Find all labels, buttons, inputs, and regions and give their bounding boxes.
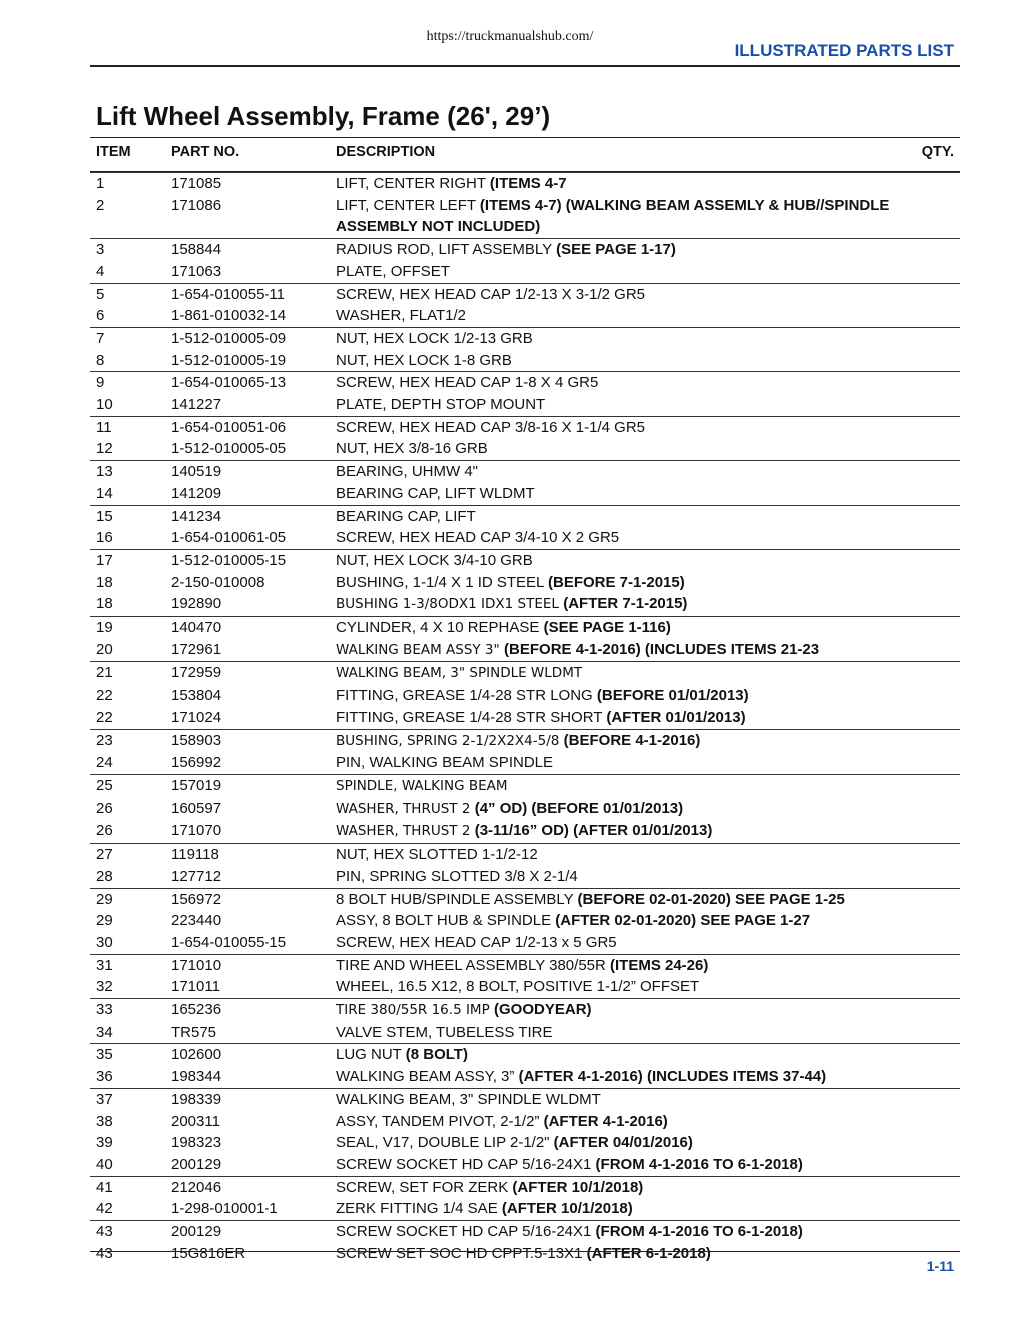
table-row	[90, 195, 960, 238]
description-text: BEARING CAP, LIFT	[336, 507, 476, 525]
table-row	[90, 820, 960, 843]
description-note: (8 BOLT)	[405, 1046, 468, 1064]
description-text: WASHER, FLAT1/2	[336, 307, 467, 325]
part-description	[336, 889, 936, 911]
table-row	[90, 1111, 960, 1133]
table-top-rule	[90, 137, 960, 138]
description-text: PIN, SPRING SLOTTED 3/8 X 2-1/4	[336, 867, 578, 885]
description-note: (FROM 4-1-2016 TO 6-1-2018)	[595, 1223, 803, 1241]
part-number: 119118	[171, 846, 219, 864]
description-text: TIRE AND WHEEL ASSEMBLY 380/55R	[336, 956, 610, 974]
item-number: 3	[96, 241, 105, 259]
item-number: 41	[96, 1178, 113, 1196]
part-number: 172959	[171, 664, 222, 682]
description-text: SEAL, V17, DOUBLE LIP 2-1/2"	[336, 1134, 554, 1152]
table-row	[90, 685, 960, 707]
part-number: 1-512-010005-15	[171, 551, 287, 569]
item-number: 40	[96, 1155, 113, 1173]
part-description	[336, 506, 936, 528]
item-number: 33	[96, 1001, 113, 1019]
part-description	[336, 593, 936, 616]
table-row	[90, 976, 960, 998]
part-number: 1-512-010005-19	[171, 351, 287, 369]
part-number: 1-512-010005-09	[171, 329, 287, 347]
description-text: ASSY, TANDEM PIVOT, 2-1/2”	[336, 1112, 544, 1130]
description-text: FITTING, GREASE 1/4-28 STR SHORT	[336, 708, 607, 726]
table-row	[90, 616, 960, 639]
item-number: 18	[96, 595, 113, 613]
item-number: 35	[96, 1046, 113, 1064]
item-number: 26	[96, 799, 113, 817]
part-number: 1-654-010055-11	[171, 285, 285, 303]
item-number: 6	[96, 307, 105, 325]
description-note: (4” OD) (BEFORE 01/01/2013)	[474, 799, 684, 817]
item-number: 2	[96, 196, 105, 214]
part-number: 140519	[171, 463, 222, 481]
description-text: NUT, HEX LOCK 3/4-10 GRB	[336, 551, 533, 569]
description-text: CYLINDER, 4 X 10 REPHASE	[336, 619, 544, 637]
description-note: (AFTER 6-1-2018)	[586, 1244, 711, 1262]
part-description	[336, 1111, 936, 1133]
item-number: 24	[96, 754, 113, 772]
description-text: 8 BOLT HUB/SPINDLE ASSEMBLY	[336, 890, 578, 908]
description-text: SCREW, HEX HEAD CAP 1/2-13 X 3-1/2 GR5	[336, 285, 646, 303]
description-note: (AFTER 4-1-2016) (INCLUDES ITEMS 37-44)	[518, 1068, 827, 1086]
part-description	[336, 798, 936, 821]
part-number: 156992	[171, 754, 222, 772]
table-row	[90, 1198, 960, 1220]
item-number: 29	[96, 890, 113, 908]
part-number: 127712	[171, 867, 222, 885]
item-number: 22	[96, 687, 113, 705]
item-number: 8	[96, 351, 105, 369]
description-text: BEARING CAP, LIFT WLDMT	[336, 484, 535, 502]
description-text: WALKING BEAM ASSY 3"	[336, 641, 505, 658]
part-description	[336, 572, 936, 594]
table-row	[90, 1220, 960, 1243]
item-number: 10	[96, 396, 113, 414]
part-description	[336, 955, 936, 977]
part-description	[336, 617, 936, 639]
item-number: 27	[96, 846, 113, 864]
item-number: 43	[96, 1223, 113, 1241]
column-header-description: DESCRIPTION	[336, 144, 436, 160]
column-header-item: ITEM	[96, 144, 131, 160]
description-note: (SEE PAGE 1-116)	[543, 619, 671, 637]
part-description	[336, 350, 936, 372]
table-row	[90, 483, 960, 505]
part-description	[336, 305, 936, 327]
part-description	[336, 844, 936, 866]
table-row	[90, 261, 960, 283]
item-number: 1	[96, 175, 105, 192]
item-number: 38	[96, 1112, 113, 1130]
table-row	[90, 843, 960, 866]
table-row	[90, 1176, 960, 1199]
description-text: PLATE, OFFSET	[336, 262, 450, 280]
description-note: (AFTER 02-01-2020) SEE PAGE 1-27	[555, 912, 811, 930]
description-text: WASHER, THRUST 2	[336, 823, 475, 840]
part-description	[336, 999, 936, 1022]
description-note: (BEFORE 01/01/2013)	[596, 687, 749, 705]
part-number: 171011	[171, 978, 220, 996]
description-text: SCREW, SET FOR ZERK	[336, 1178, 513, 1196]
part-number: 200129	[171, 1155, 222, 1173]
item-number: 5	[96, 285, 105, 303]
part-number: 198323	[171, 1134, 222, 1152]
part-number: 1-654-010055-15	[171, 933, 287, 951]
item-number: 19	[96, 619, 113, 637]
description-note: (FROM 4-1-2016 TO 6-1-2018)	[595, 1155, 803, 1173]
table-row	[90, 1088, 960, 1111]
item-number: 42	[96, 1200, 113, 1218]
item-number: 12	[96, 440, 113, 458]
description-text: TIRE 380/55R 16.5 IMP	[336, 1002, 495, 1019]
description-text: LUG NUT	[336, 1046, 406, 1064]
part-description	[336, 1044, 936, 1066]
item-number: 31	[96, 956, 113, 974]
description-text: LIFT, CENTER LEFT	[336, 196, 480, 214]
item-number: 18	[96, 573, 113, 591]
source-url: https://truckmanualshub.com/	[426, 29, 594, 44]
part-number: 1-861-010032-14	[171, 307, 287, 325]
part-description	[336, 932, 936, 954]
item-number: 26	[96, 822, 113, 840]
part-description	[336, 173, 936, 195]
description-text: SCREW SOCKET HD CAP 5/16-24X1	[336, 1223, 596, 1241]
part-description	[336, 976, 936, 998]
part-description	[336, 775, 936, 798]
table-row	[90, 1243, 960, 1265]
table-row	[90, 371, 960, 394]
table-row	[90, 1132, 960, 1154]
description-text: BUSHING, SPRING 2-1/2X2X4-5/8	[336, 732, 564, 749]
part-number: 141234	[171, 507, 222, 525]
table-row	[90, 729, 960, 753]
part-number: 171086	[171, 196, 222, 214]
part-number: 1-654-010061-05	[171, 529, 287, 547]
part-number: 158844	[171, 241, 222, 259]
table-row	[90, 1022, 960, 1044]
part-number: 102600	[171, 1046, 222, 1064]
description-text: ZERK FITTING 1/4 SAE	[336, 1200, 502, 1218]
description-text: ASSY, 8 BOLT HUB & SPINDLE	[336, 912, 556, 930]
description-text: NUT, HEX LOCK 1-8 GRB	[336, 351, 512, 369]
part-number: 200311	[171, 1112, 220, 1130]
part-number: 192890	[171, 595, 222, 613]
part-number: TR575	[171, 1023, 217, 1041]
item-number: 29	[96, 912, 113, 930]
description-note: (AFTER 7-1-2015)	[563, 595, 688, 613]
item-number: 13	[96, 463, 113, 481]
part-number: 171070	[171, 822, 222, 840]
item-number: 30	[96, 933, 113, 951]
top-divider	[90, 65, 960, 67]
table-row	[90, 774, 960, 798]
part-description	[336, 417, 936, 439]
part-description	[336, 438, 936, 460]
description-note: (3-11/16” OD) (AFTER 01/01/2013)	[474, 822, 713, 840]
part-description	[336, 527, 936, 549]
description-note: (AFTER 10/1/2018)	[512, 1178, 644, 1196]
table-row	[90, 527, 960, 549]
part-description	[336, 284, 936, 306]
table-row	[90, 639, 960, 662]
table-row	[90, 954, 960, 977]
part-number: 141209	[171, 484, 222, 502]
part-number: 140470	[171, 619, 222, 637]
item-number: 28	[96, 867, 113, 885]
table-row	[90, 1066, 960, 1088]
description-note: (ITEMS 4-7	[489, 175, 567, 192]
part-description	[336, 261, 936, 283]
part-number: 157019	[171, 776, 222, 794]
part-number: 212046	[171, 1178, 222, 1196]
table-row	[90, 416, 960, 439]
part-description	[336, 461, 936, 483]
table-row	[90, 350, 960, 372]
description-text: SCREW SOCKET HD CAP 5/16-24X1	[336, 1155, 596, 1173]
item-number: 43	[96, 1244, 113, 1262]
table-row	[90, 327, 960, 350]
part-description	[336, 1154, 936, 1176]
part-number: 1-512-010005-05	[171, 440, 287, 458]
description-text: WASHER, THRUST 2	[336, 800, 475, 817]
table-row	[90, 305, 960, 327]
item-number: 4	[96, 262, 105, 280]
section-title: ILLUSTRATED PARTS LIST	[734, 41, 954, 60]
description-text: SPINDLE, WALKING BEAM	[336, 777, 508, 794]
part-description	[336, 328, 936, 350]
bottom-divider	[90, 1251, 960, 1252]
part-description	[336, 1066, 936, 1088]
description-note: (BEFORE 4-1-2016)	[563, 731, 701, 749]
description-note: (BEFORE 7-1-2015)	[548, 573, 685, 591]
item-number: 20	[96, 640, 113, 658]
description-note: (GOODYEAR)	[494, 1001, 592, 1019]
table-row	[90, 438, 960, 460]
description-text: WALKING BEAM, 3" SPINDLE WLDMT	[336, 665, 583, 682]
description-text: VALVE STEM, TUBELESS TIRE	[336, 1023, 553, 1041]
part-description	[336, 394, 936, 416]
description-text: SCREW, HEX HEAD CAP 3/4-10 X 2 GR5	[336, 529, 620, 547]
page-title: Lift Wheel Assembly, Frame (26', 29’)	[96, 101, 551, 131]
item-number: 21	[96, 664, 113, 682]
part-description	[336, 662, 936, 685]
description-text: WHEEL, 16.5 X12, 8 BOLT, POSITIVE 1-1/2” OFFSET	[336, 978, 700, 996]
part-description	[336, 866, 936, 888]
item-number: 34	[96, 1023, 113, 1041]
description-note: (AFTER 04/01/2016)	[553, 1134, 693, 1152]
part-number: 198344	[171, 1068, 222, 1086]
part-description	[336, 752, 936, 774]
description-note: (AFTER 10/1/2018)	[501, 1200, 633, 1218]
part-number: 223440	[171, 912, 222, 930]
part-number: 158903	[171, 731, 222, 749]
table-row	[90, 283, 960, 306]
part-number: 171063	[171, 262, 222, 280]
column-header-qty: QTY.	[921, 144, 954, 160]
part-number: 200129	[171, 1223, 222, 1241]
description-text: WALKING BEAM, 3" SPINDLE WLDMT	[336, 1090, 601, 1108]
table-row	[90, 910, 960, 932]
description-note: (BEFORE 4-1-2016) (INCLUDES ITEMS 21-23	[504, 640, 820, 658]
part-description	[336, 730, 936, 753]
description-text: FITTING, GREASE 1/4-28 STR LONG	[336, 687, 597, 705]
description-note: (BEFORE 02-01-2020) SEE PAGE 1-25	[577, 890, 845, 908]
item-number: 39	[96, 1134, 113, 1152]
item-number: 9	[96, 374, 105, 392]
description-text: SCREW, HEX HEAD CAP 1-8 X 4 GR5	[336, 374, 599, 392]
part-description	[336, 707, 936, 729]
table-row	[90, 932, 960, 954]
table-row	[90, 460, 960, 483]
description-text: NUT, HEX 3/8-16 GRB	[336, 440, 488, 458]
part-number: 141227	[171, 396, 222, 414]
column-header-part-no: PART NO.	[171, 144, 240, 160]
part-number: 15G816ER	[171, 1244, 246, 1262]
item-number: 17	[96, 551, 113, 569]
description-note: (ITEMS 4-7) (WALKING BEAM ASSEMLY & HUB//SPINDLE ASSEMBLY NOT INCLUDED)	[336, 196, 890, 236]
item-number: 23	[96, 731, 113, 749]
part-number: 171010	[171, 956, 222, 974]
table-header	[90, 144, 960, 166]
table-row	[90, 707, 960, 729]
part-description	[336, 372, 936, 394]
part-description	[336, 1177, 936, 1199]
part-description	[336, 820, 936, 843]
part-description	[336, 1022, 936, 1044]
table-row	[90, 998, 960, 1022]
table-row	[90, 888, 960, 911]
part-number: 1-654-010065-13	[171, 374, 287, 392]
item-number: 36	[96, 1068, 113, 1086]
part-number: 1-654-010051-06	[171, 418, 287, 436]
description-text: WALKING BEAM ASSY, 3”	[336, 1068, 519, 1086]
table-row	[90, 572, 960, 594]
part-number: 2-150-010008	[171, 573, 265, 591]
part-description	[336, 1221, 936, 1243]
description-text: LIFT, CENTER RIGHT	[336, 175, 490, 192]
parts-table-body	[90, 172, 960, 1264]
table-row	[90, 593, 960, 616]
part-description	[336, 550, 936, 572]
part-description	[336, 1089, 936, 1111]
description-text: NUT, HEX SLOTTED 1-1/2-12	[336, 846, 538, 864]
part-description	[336, 1132, 936, 1154]
description-text: BUSHING, 1-1/4 X 1 ID STEEL	[336, 573, 549, 591]
table-row	[90, 661, 960, 685]
table-row	[90, 752, 960, 774]
part-number: 171024	[171, 708, 222, 726]
part-number: 160597	[171, 799, 222, 817]
table-row	[90, 1043, 960, 1066]
item-number: 7	[96, 329, 105, 347]
part-description	[336, 239, 936, 261]
part-number: 153804	[171, 687, 222, 705]
description-text: SCREW, HEX HEAD CAP 1/2-13 x 5 GR5	[336, 933, 617, 951]
description-text: RADIUS ROD, LIFT ASSEMBLY	[336, 241, 557, 259]
description-text: SCREW, HEX HEAD CAP 3/8-16 X 1-1/4 GR5	[336, 418, 646, 436]
part-number: 1-298-010001-1	[171, 1200, 278, 1218]
page-number: 1-11	[926, 1258, 954, 1274]
part-description	[336, 1198, 936, 1220]
table-row	[90, 238, 960, 261]
part-number: 172961	[171, 640, 222, 658]
part-number: 165236	[171, 1001, 222, 1019]
item-number: 11	[96, 418, 112, 436]
item-number: 14	[96, 484, 113, 502]
table-row	[90, 549, 960, 572]
item-number: 37	[96, 1090, 113, 1108]
part-description	[336, 910, 936, 932]
table-row	[90, 394, 960, 416]
part-description	[336, 1243, 936, 1265]
description-text: BUSHING 1-3/8ODX1 IDX1 STEEL	[336, 596, 564, 613]
table-row	[90, 172, 960, 195]
item-number: 16	[96, 529, 113, 547]
description-text: PLATE, DEPTH STOP MOUNT	[336, 396, 546, 414]
description-note: (SEE PAGE 1-17)	[556, 241, 676, 259]
table-row	[90, 505, 960, 528]
part-description	[336, 639, 936, 662]
item-number: 25	[96, 776, 113, 794]
description-text: BEARING, UHMW 4"	[336, 463, 479, 481]
description-text: NUT, HEX LOCK 1/2-13 GRB	[336, 329, 533, 347]
table-row	[90, 866, 960, 888]
item-number: 32	[96, 978, 113, 996]
description-text: SCREW SET SOC HD CPPT.5-13X1	[336, 1244, 587, 1262]
item-number: 15	[96, 507, 113, 525]
part-number: 171085	[171, 175, 222, 192]
description-text: PIN, WALKING BEAM SPINDLE	[336, 754, 553, 772]
description-note: (AFTER 4-1-2016)	[543, 1112, 668, 1130]
part-description	[336, 483, 936, 505]
description-note: (ITEMS 24-26)	[610, 956, 709, 974]
part-description	[336, 685, 936, 707]
part-description	[336, 195, 936, 238]
description-note: (AFTER 01/01/2013)	[606, 708, 746, 726]
table-row	[90, 798, 960, 821]
table-row	[90, 1154, 960, 1176]
item-number: 22	[96, 708, 113, 726]
part-number: 198339	[171, 1090, 222, 1108]
part-number: 156972	[171, 890, 222, 908]
